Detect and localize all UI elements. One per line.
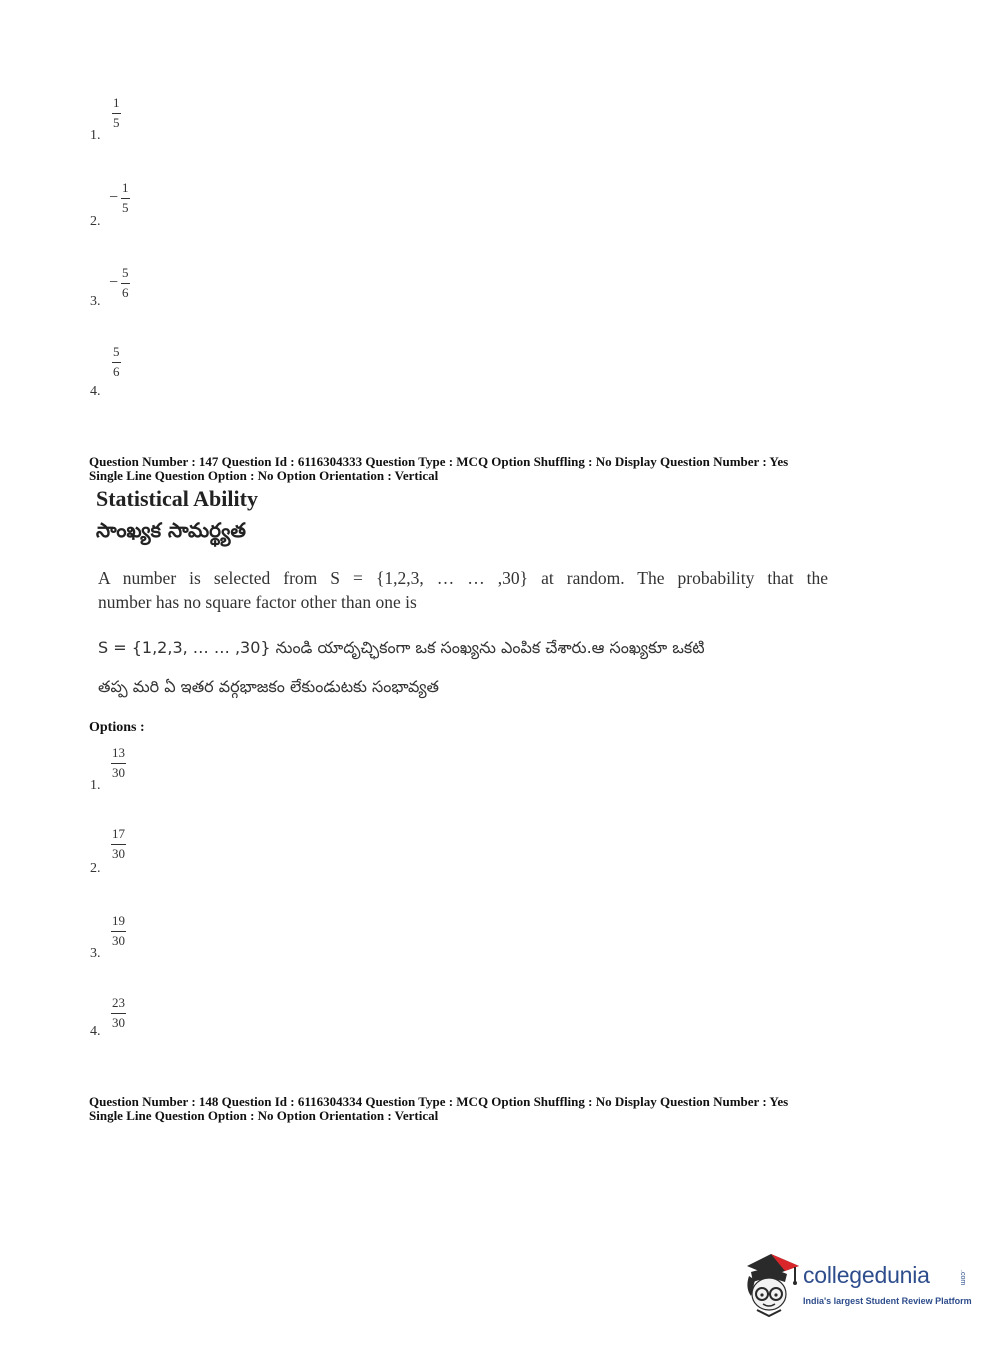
option-2-fraction[interactable] — [111, 827, 126, 861]
fraction-numerator: 19 — [112, 913, 125, 928]
fraction-numerator: 17 — [112, 826, 125, 841]
fraction-numerator: 1 — [113, 95, 120, 110]
question-meta-line-2: Single Line Question Option : No Option Orientation : Vertical — [89, 468, 439, 483]
prev-option-1-fraction — [109, 96, 121, 130]
fraction-sign: − — [109, 274, 119, 291]
question-text-telugu-line-1: S = {1,2,3, … … ,30} నుండి యాదృచ్ఛికంగా ఒక సంఖ్యను ఎంపిక చేశారు.ఆ సంఖ్యకూ ఒకటి — [98, 638, 705, 657]
prev-option-2-index: 2. — [90, 214, 101, 229]
logo-tagline: India's largest Student Review Platform — [803, 1296, 972, 1306]
fraction-numerator: 5 — [122, 265, 129, 280]
question-text-english-line-1: A number is selected from S = {1,2,3, … … ,30} at random. The probability that the — [98, 568, 828, 588]
section-heading-telugu: సాంఖ్యక సామర్థ్యత — [96, 518, 246, 542]
mascot-icon — [741, 1250, 801, 1318]
question-meta-line-1: Question Number : 148 Question Id : 6116304334 Question Type : MCQ Option Shuffling : No Display Question Number : Yes — [89, 1094, 789, 1109]
fraction-denominator: 6 — [122, 285, 129, 300]
question-meta-line-2: Single Line Question Option : No Option Orientation : Vertical — [89, 1108, 439, 1123]
logo-suffix: .com — [959, 1270, 966, 1286]
option-2-index: 2. — [90, 861, 101, 876]
option-1-index: 1. — [90, 778, 101, 793]
option-3-fraction[interactable] — [111, 914, 126, 948]
option-1-fraction[interactable] — [111, 746, 126, 780]
fraction-denominator: 30 — [112, 765, 125, 780]
prev-option-4-index: 4. — [90, 384, 101, 399]
fraction-denominator: 6 — [113, 364, 120, 379]
options-label: Options : — [89, 720, 145, 735]
fraction-numerator: 13 — [112, 745, 125, 760]
fraction-numerator: 23 — [112, 995, 125, 1010]
question-text-telugu-line-2: తప్ప మరి ఏ ఇతర వర్గభాజకం లేకుండుటకు సంభావ్యత — [98, 677, 439, 696]
fraction-denominator: 5 — [113, 115, 120, 130]
prev-option-3-fraction — [109, 266, 130, 300]
fraction-sign: − — [109, 189, 119, 206]
fraction-denominator: 30 — [112, 1015, 125, 1030]
fraction-denominator: 5 — [122, 200, 129, 215]
question-meta-line-1: Question Number : 147 Question Id : 6116304333 Question Type : MCQ Option Shuffling : No Display Question Number : Yes — [89, 454, 789, 469]
prev-option-1-index: 1. — [90, 128, 101, 143]
option-3-index: 3. — [90, 946, 101, 961]
section-heading-english: Statistical Ability — [96, 486, 258, 511]
prev-option-2-fraction — [109, 181, 130, 215]
prev-option-3-index: 3. — [90, 294, 101, 309]
fraction-numerator: 1 — [122, 180, 129, 195]
question-text-english-line-2: number has no square factor other than one is — [98, 592, 417, 612]
collegedunia-logo — [741, 1250, 971, 1318]
fraction-numerator: 5 — [113, 344, 120, 359]
fraction-denominator: 30 — [112, 846, 125, 861]
prev-option-4-fraction — [109, 345, 121, 379]
logo-wordmark: collegedunia — [803, 1262, 930, 1288]
option-4-index: 4. — [90, 1024, 101, 1039]
fraction-denominator: 30 — [112, 933, 125, 948]
option-4-fraction[interactable] — [111, 996, 126, 1030]
